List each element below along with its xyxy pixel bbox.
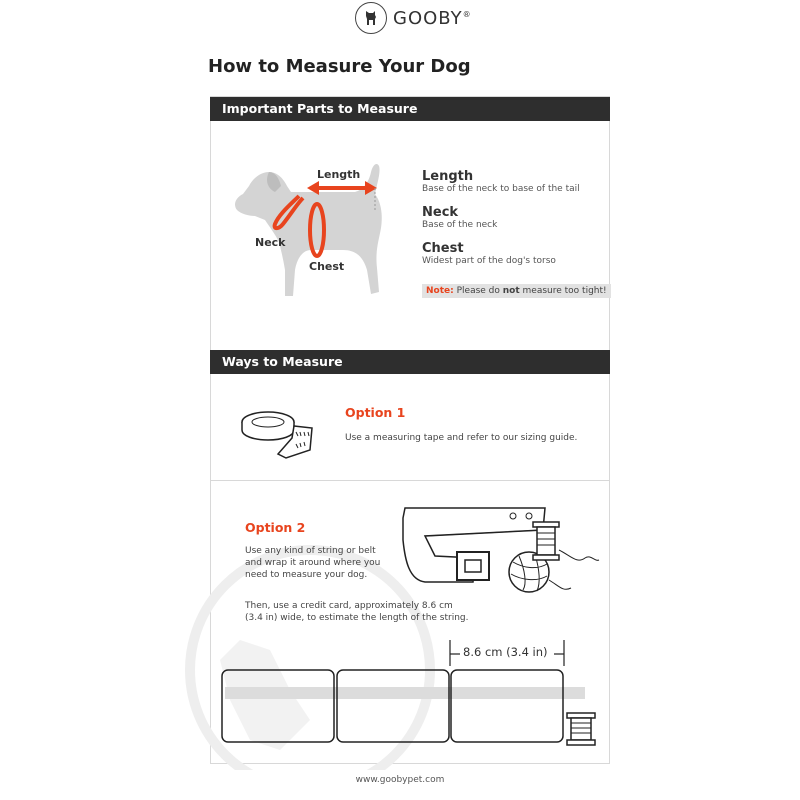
brand-logo	[355, 0, 475, 36]
part-chest-desc: Widest part of the dog's torso	[422, 256, 556, 266]
width-dimension-marker	[448, 638, 568, 668]
credit-card	[337, 670, 449, 742]
option2-text1-line: need to measure your dog.	[245, 570, 368, 580]
option2-text1	[245, 545, 380, 581]
option2-text2	[245, 600, 469, 624]
option2-text1-line: and wrap it around where you	[245, 558, 381, 568]
option2-text2-line: (3.4 in) wide, to estimate the length of the string.	[245, 613, 469, 623]
section-header-parts: Important Parts to Measure	[210, 97, 610, 121]
option1-text: Use a measuring tape and refer to our sizing guide.	[345, 433, 578, 443]
note-text-post: measure too tight!	[519, 286, 607, 296]
footer-url: www.goobypet.com	[355, 775, 445, 785]
note-box	[422, 284, 611, 298]
option2-text1-line: Use any kind of string or belt	[245, 546, 376, 556]
brand-mark: ®	[462, 9, 472, 19]
part-neck-title: Neck	[422, 205, 459, 220]
dog-logo-icon	[355, 2, 387, 34]
credit-cards-illustration	[215, 665, 610, 750]
note-text-emph: not	[502, 286, 520, 296]
diagram-label-neck: Neck	[255, 236, 286, 249]
credit-card	[222, 670, 334, 742]
thread-spool-icon	[567, 713, 595, 745]
diagram-label-chest: Chest	[309, 260, 345, 273]
part-length-desc: Base of the neck to base of the tail	[422, 184, 580, 194]
option2-title: Option 2	[245, 520, 306, 535]
part-neck-desc: Base of the neck	[422, 220, 498, 230]
note-text-pre: Please do	[456, 286, 503, 296]
dog-diagram	[225, 150, 405, 310]
card-width-label: 8.6 cm (3.4 in)	[463, 645, 548, 659]
thread-spool-icon	[533, 522, 599, 560]
section-divider	[210, 480, 610, 481]
credit-card	[451, 670, 563, 742]
section-header-ways: Ways to Measure	[210, 350, 610, 374]
part-chest-title: Chest	[422, 241, 464, 256]
brand-name: GOOBY	[393, 7, 463, 29]
part-length-title: Length	[422, 169, 474, 184]
measuring-tape-icon	[238, 398, 318, 464]
option1-title: Option 1	[345, 405, 406, 420]
option2-text2-line: Then, use a credit card, approximately 8.6 cm	[245, 601, 453, 611]
page-title: How to Measure Your Dog	[208, 56, 471, 77]
diagram-label-length: Length	[317, 168, 361, 181]
belt-yarn-illustration	[395, 500, 605, 600]
note-label: Note:	[426, 286, 454, 296]
